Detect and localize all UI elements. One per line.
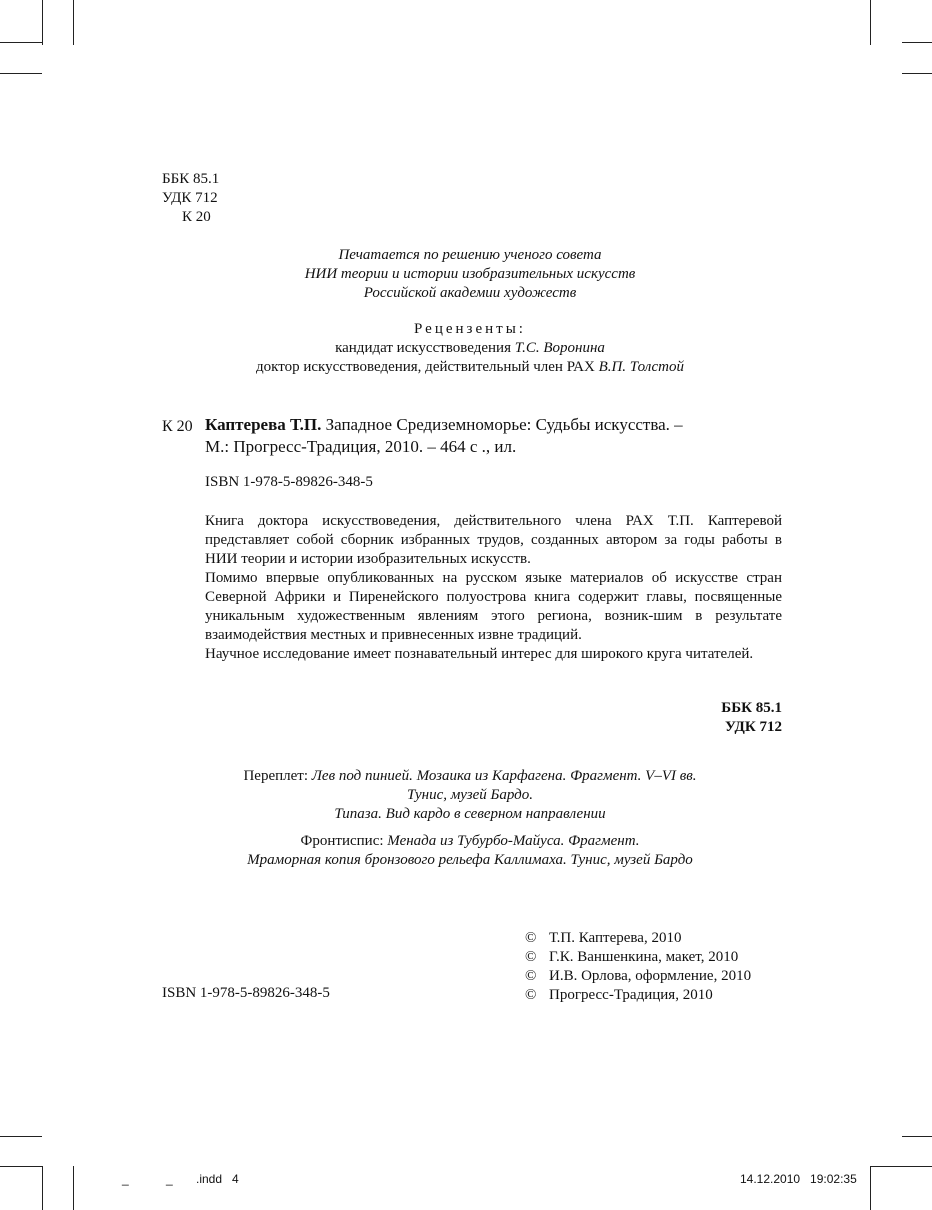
cover-credits — [160, 767, 780, 870]
annotation-paragraph: Научное исследование имеет познавательный интерес для широкого круга читателей. — [205, 646, 754, 662]
copyright-block — [525, 929, 751, 1005]
annotation-paragraph: Помимо впервые опубликованных на русском языке материалов об искусстве стран Северной Африки и Пиренейского полуострова книга содержит главы, посвященные уникальным художественным явлениям этого региона, возник-шим в результате взаимодействия местных и привнесенных извне традиций. — [205, 570, 782, 643]
crop-mark — [870, 1166, 871, 1210]
crop-mark — [73, 0, 74, 45]
frontispiece-text: Менада из Тубурбо-Майуса. Фрагмент. — [387, 833, 640, 849]
publication-note-line: Печатается по решению ученого совета — [338, 247, 602, 263]
binding-label: Переплет: — [243, 768, 312, 784]
crop-mark — [0, 42, 42, 43]
author-mark: К 20 — [182, 209, 211, 225]
crop-mark — [0, 1136, 42, 1137]
copyright-symbol: © — [525, 968, 537, 984]
crop-mark — [42, 1166, 43, 1210]
crop-mark — [0, 1166, 42, 1167]
footer-underscore: _ — [166, 1172, 173, 1186]
binding-line — [160, 767, 780, 786]
publication-note-line: Российской академии художеств — [363, 285, 577, 301]
classification-codes — [162, 170, 219, 227]
entry-title: Западное Средиземноморье: Судьбы искусства. – — [321, 415, 683, 434]
annotation-paragraph: Книга доктора искусствоведения, действительного члена РАХ Т.П. Каптеревой представляет собой сборник избранных трудов, созданных автором за годы работы в НИИ теории и истории изобразительных искусств. — [205, 513, 782, 567]
publication-note-line: НИИ теории и истории изобразительных искусств — [304, 266, 636, 282]
classification-right — [600, 699, 782, 737]
footer-filename: .indd 4 — [196, 1172, 239, 1186]
frontispiece-label: Фронтиспис: — [300, 833, 388, 849]
reviewer-line — [160, 339, 780, 358]
crop-mark — [870, 1166, 932, 1167]
entry-code: К 20 — [162, 418, 193, 435]
crop-mark — [870, 0, 871, 45]
copyright-line: © Т.П. Каптерева, 2010 — [525, 930, 682, 946]
crop-mark — [73, 1166, 74, 1210]
annotation — [205, 512, 782, 664]
bbk-code: ББК 85.1 — [162, 171, 220, 187]
bibliographic-entry — [205, 414, 785, 458]
reviewers — [160, 320, 780, 377]
frontispiece-line — [160, 832, 780, 851]
isbn-bottom: ISBN 1-978-5-89826-348-5 — [162, 985, 330, 1001]
copyright-line: © Прогресс-Традиция, 2010 — [525, 987, 713, 1003]
crop-mark — [902, 42, 932, 43]
entry-line — [205, 414, 785, 436]
crop-mark — [0, 73, 42, 74]
copyright-symbol: © — [525, 930, 537, 946]
crop-mark — [42, 0, 43, 45]
crop-mark — [902, 1136, 932, 1137]
copyright-line: © Г.К. Ваншенкина, макет, 2010 — [525, 949, 739, 965]
reviewer-line — [160, 358, 780, 377]
publication-note — [160, 246, 780, 303]
entry-line: М.: Прогресс-Традиция, 2010. – 464 с ., ил. — [205, 437, 517, 456]
udk-code: УДК 712 — [162, 190, 218, 206]
footer-underscore: _ — [122, 1172, 129, 1186]
binding-line: Тунис, музей Бардо. — [406, 787, 534, 803]
footer-datetime: 14.12.2010 19:02:35 — [740, 1172, 857, 1186]
bbk-code: ББК 85.1 — [721, 700, 782, 716]
binding-text: Лев под пинией. Мозаика из Карфагена. Фрагмент. V–VI вв. — [311, 768, 697, 784]
reviewer-role: доктор искусствоведения, действительный член РАХ — [256, 359, 599, 375]
reviewer-name: Т.С. Воронина — [514, 340, 605, 356]
reviewer-name: В.П. Толстой — [598, 359, 684, 375]
reviewers-heading: Рецензенты: — [414, 321, 526, 337]
binding-line: Типаза. Вид кардо в северном направлении — [334, 806, 606, 822]
udk-code: УДК 712 — [725, 719, 782, 735]
crop-mark — [902, 73, 932, 74]
copyright-symbol: © — [525, 987, 537, 1003]
frontispiece-line: Мраморная копия бронзового рельефа Каллимаха. Тунис, музей Бардо — [247, 852, 693, 868]
copyright-symbol: © — [525, 949, 537, 965]
isbn: ISBN 1-978-5-89826-348-5 — [205, 474, 373, 490]
reviewer-role: кандидат искусствоведения — [335, 340, 515, 356]
entry-author: Каптерева Т.П. — [205, 415, 322, 434]
copyright-line: © И.В. Орлова, оформление, 2010 — [525, 968, 752, 984]
